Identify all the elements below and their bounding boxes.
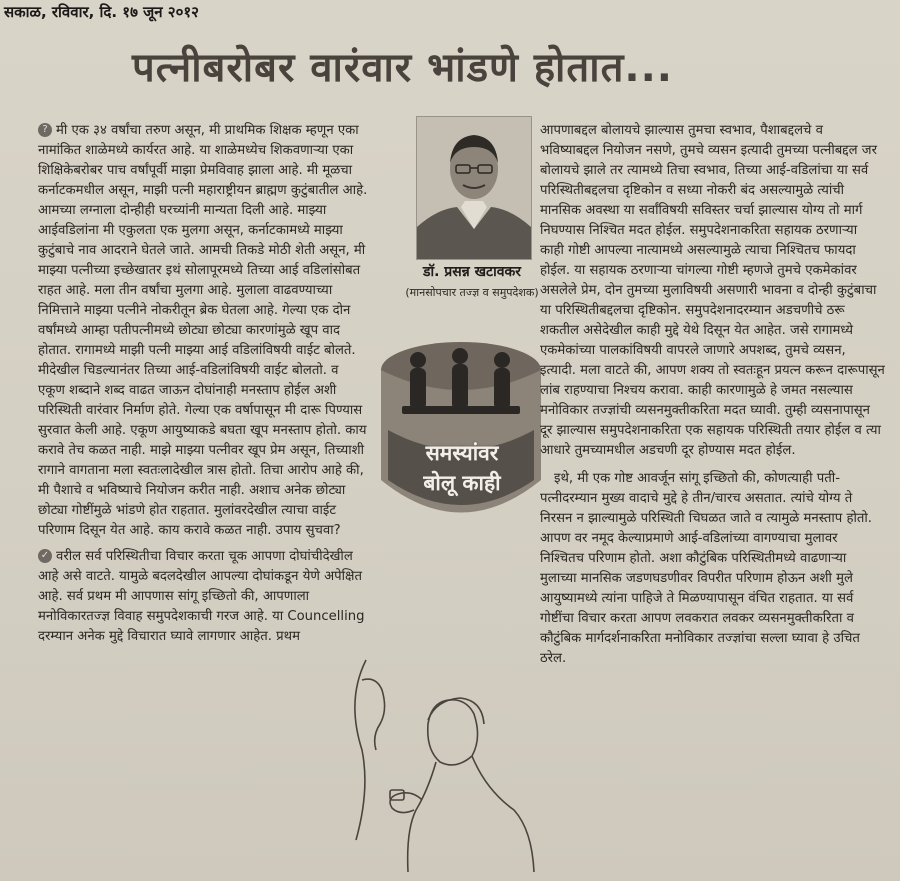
author-name: डॉ. प्रसन्न खटावकर	[423, 264, 521, 280]
author-photo	[416, 116, 532, 260]
dateline: सकाळ, रविवार, दि. १७ जून २०१२	[4, 3, 199, 21]
column-logo-title	[380, 438, 544, 498]
left-column	[38, 121, 368, 647]
logo-line-2: बोलू काही	[423, 471, 501, 495]
headline: पत्नीबरोबर वारंवार भांडणे होतात...	[132, 45, 673, 91]
couple-sketch-icon	[336, 640, 536, 880]
answer-paragraph-right-1: आपणाबद्दल बोलायचे झाल्यास तुमचा स्वभाव, पैशाबद्दलचे व भविष्याबद्दल नियोजन नसणे, तुमचे व्यसन इत्यादी तुमच्या पत्नीबद्दल जर बोलायचे झाले तर त्यामध्ये तिचा स्वभाव, तिच्या आई-वडिलांचा या सर्व परिस्थितीबद्दलचा दृष्टिकोन व सध्या नोकरी बंद असल्यामुळे त्यांची मानसिक अवस्था या सर्वांविषयी सविस्तर चर्चा झाल्यास योग्य तो मार्ग निघण्यास निश्चित मदत होईल. समुपदेशनाकरिता सहायक ठरणाऱ्या काही गोष्टी आपल्या नात्यामध्ये असल्यामुळे त्याचा निश्चितच फायदा होईल. या सहायक ठरणाऱ्या चांगल्या गोष्टी म्हणजे तुमचे एकमेकांवर असलेले प्रेम, दोन तुमच्या मुलाविषयी असणारी भावना व दोन्ही कुटुंबाचा या परिस्थितीबद्दलचा दृष्टिकोन. समुपदेशनादरम्यान अडचणीचे ठरू शकतील असेदेखील काही मुद्दे येथे दिसून येत आहेत. जसे रागामध्ये एकमेकांच्या पालकांविषयी वापरले जाणारे अपशब्द, तुमचे व्यसन, इत्यादी. मला वाटते की, आपण शक्य तो स्वतःहून प्रयत्न करून दारूपासून लांब राहण्याचा निश्चय करावा. काही कारणामुळे हे जमत नसल्यास मनोविकार तज्ज्ञांची व्यसनमुक्तीकरिता मदत घ्यावी. तुम्ही व्यसनापासून दूर झाल्यास समुपदेशनाकरिता एक सहायक परिस्थिती तयार होईल व त्या आधारे तुमच्यामधील अडचणी दूर होण्यास मदत होईल.	[540, 123, 885, 458]
right-column	[540, 121, 885, 669]
answer-icon: ✓	[38, 549, 52, 563]
question-text: मी एक ३४ वर्षांचा तरुण असून, मी प्राथमिक शिक्षक म्हणून एका नामांकित शाळेमध्ये कार्यरत आहे. या शाळेमध्येच शिकवणाऱ्या एका शिक्षिकेबरोबर पाच वर्षांपूर्वी माझा प्रेमविवाह झाला आहे. मी मूळचा कर्नाटकमधील असून, माझी पत्नी महाराष्ट्रीयन ब्राह्मण कुटुंबातील आहे. आमच्या लग्नाला दोन्हीही घरच्यांनी मान्यता दिली आहे. माझ्या आईवडिलांना मी एकुलता एक मुलगा असून, कर्नाटकामध्ये माझ्या कुटुंबाचे नाव आदराने घेतले जाते. आमची तिकडे मोठी शेती असून, मी माझ्या पत्नीच्या इच्छेखातर इथं सोलापूरमध्ये तिच्या आई वडिलांसोबत राहत आहे. मला तीन वर्षांचा मुलगा आहे. मुलाला वाढवण्याच्या निमित्ताने माझ्या पत्नीने नोकरीतून ब्रेक घेतला आहे. गेल्या एक दोन वर्षांमध्ये आम्हा पतीपत्नीमध्ये छोट्या छोट्या कारणांमुळे खूप वाद होतात. रागामध्ये माझी पत्नी माझ्या आई वडिलांविषयी वाईट बोलते. मीदेखील चिडल्यानंतर तिच्या आई-वडिलांविषयी वाईट बोलतो. व एकूण शब्दाने शब्द वाढत जाऊन दोघांनाही मनस्ताप होईल अशी परिस्थिती वारंवार निर्माण होते. गेल्या एक वर्षापासून मी दारू पिण्यास सुरवात केली आहे. एकूण आयुष्याकडे बघता खूप मनस्ताप होतो. काय करावे तेच कळत नाही. माझे माझ्या पत्नीवर खूप प्रेम असून, तिच्याशी रागाने वागताना मला स्वतःलादेखील त्रास होतो. तिचा आरोप आहे की, मी पैशाचे व भविष्याचे नियोजन करीत नाही. अशाच अनेक छोट्या छोट्या गोष्टींमुळे भांडणे होत राहतात. मुलांवरदेखील त्याचा वाईट परिणाम दिसून येत आहे. काय करावे कळत नाही. उपाय सुचवा?	[38, 123, 368, 538]
column-logo	[378, 330, 544, 530]
author-role: (मानसोपचार तज्ज्ञ व समुपदेशक)	[405, 286, 539, 299]
answer-text-left: वरील सर्व परिस्थितीचा विचार करता चूक आपणा दोघांचीदेखील आहे असे वाटते. यामुळे बदलदेखील आपल्या दोघांकडून येणे अपेक्षित आहे. सर्व प्रथम मी आपणास सांगू इच्छितो की, आपणाला मनोविकारतज्ज्ञ विवाह समुपदेशकाची गरज आहे. या Councelling दरम्यान अनेक मुद्दे विचारात घ्यावे लागणार आहेत. प्रथम	[38, 549, 365, 644]
question-icon: ?	[38, 123, 52, 137]
logo-line-1: समस्यांवर	[425, 441, 499, 465]
silhouettes-icon	[402, 348, 520, 414]
answer-paragraph-left	[38, 547, 368, 647]
author-portrait-icon	[417, 117, 531, 259]
answer-paragraph-right-2: इथे, मी एक गोष्ट आवर्जून सांगू इच्छितो की, कोणत्याही पती-पत्नीदरम्यान मुख्य वादाचे मुद्दे हे तीन/चारच असतात. त्यांचे योग्य ते निरसन न झाल्यामुळे परिस्थिती चिघळत जाते व त्यामुळे मनस्ताप होतो. आपण वर नमूद केल्याप्रमाणे आई-वडिलांच्या वागण्याचा मुलावर निश्चितच परिणाम होतो. अशा कौटुंबिक परिस्थितीमध्ये वाढणाऱ्या मुलाच्या मानसिक जडणघडणीवर विपरीत परिणाम होऊन अशी मुले आयुष्यामध्ये त्यांना पाहिजे ते मिळण्यापासून वंचित राहतात. या सर्व गोष्टींचा विचार करता आपण लवकरात लवकर व्यसनमुक्तीकरिता व कौटुंबिक मार्गदर्शनाकरिता मनोविकार तज्ज्ञांचा सल्ला घ्यावा हे उचित ठरेल.	[540, 471, 873, 666]
question-paragraph	[38, 121, 368, 541]
